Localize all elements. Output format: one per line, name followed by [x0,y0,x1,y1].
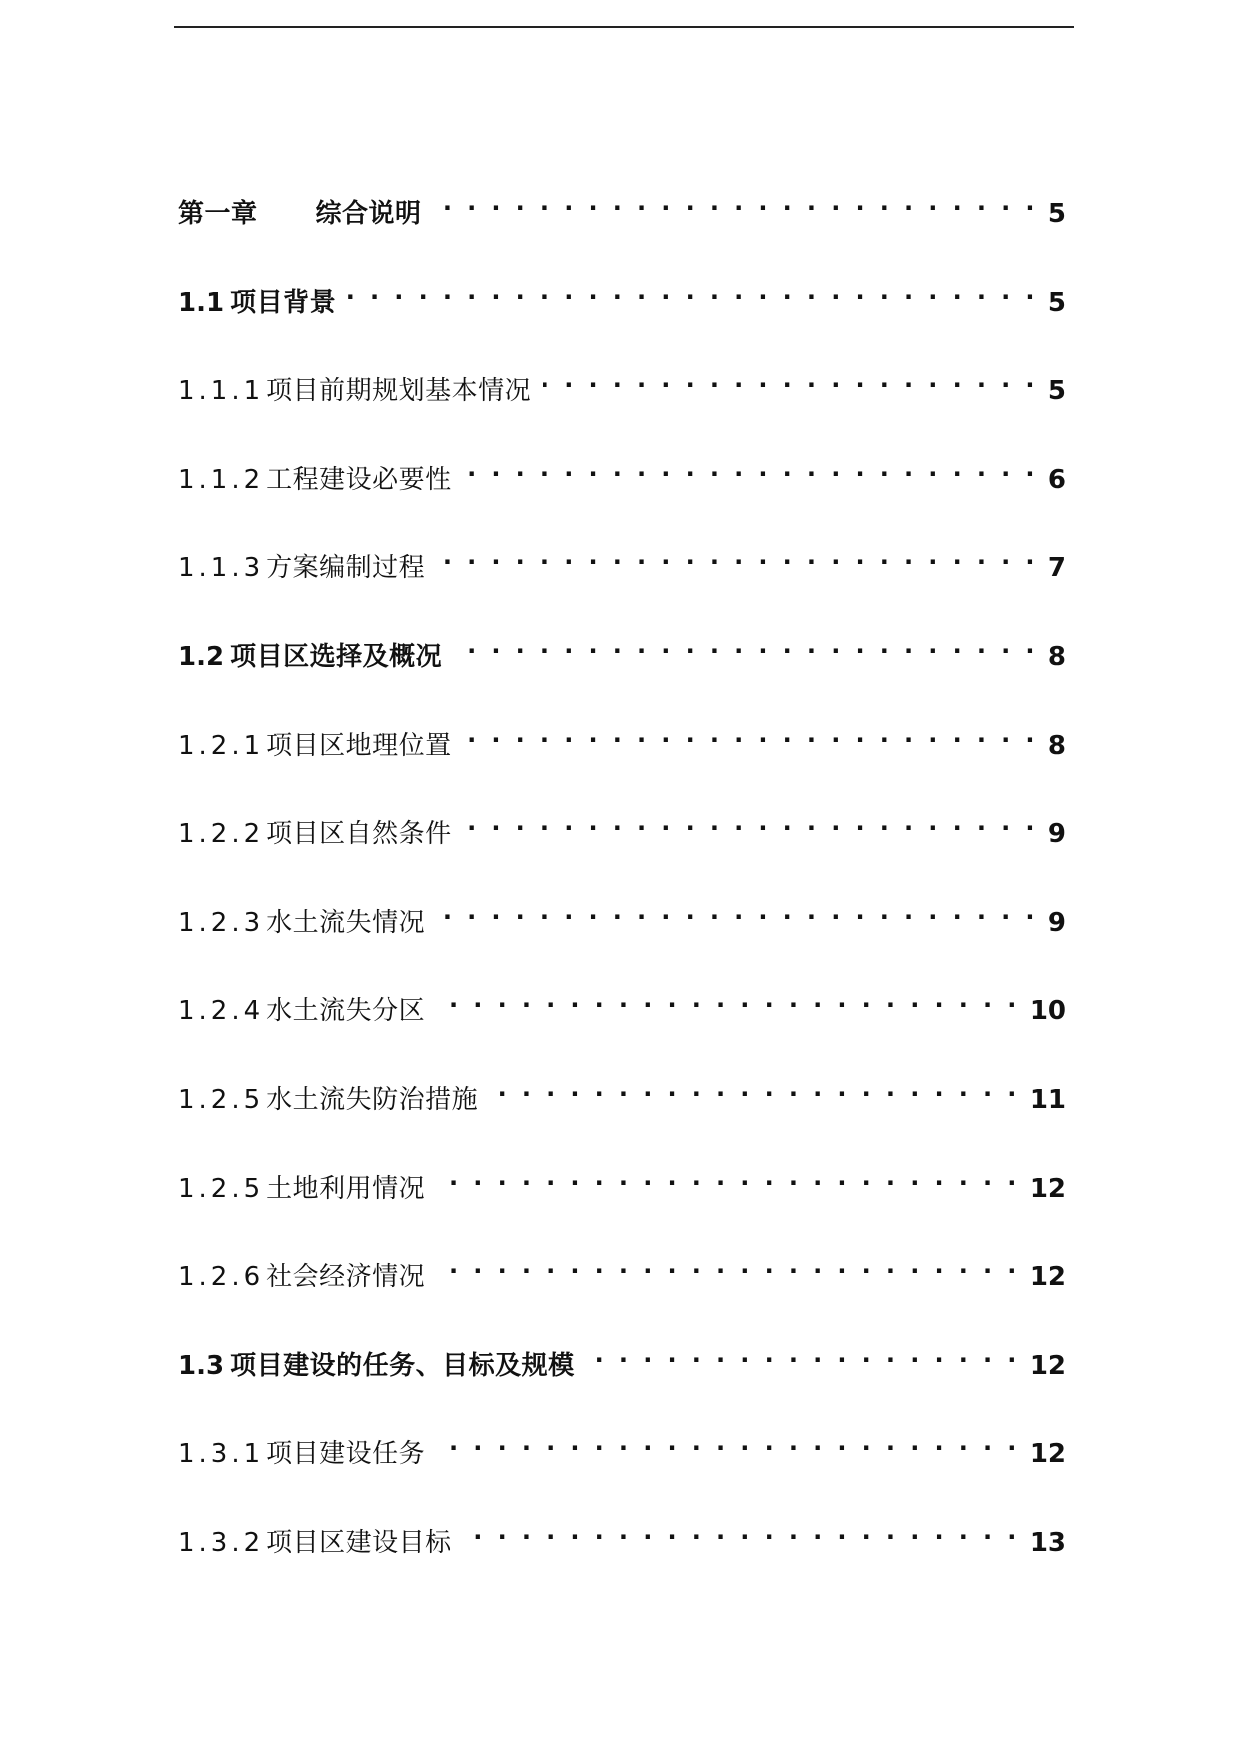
toc-dot-leader [587,1334,1020,1374]
toc-entry-1-3-2[interactable] [178,1511,1066,1600]
toc-entry-1-1-3[interactable] [178,536,1066,625]
toc-entry-page: 8 [1047,730,1066,761]
toc-entry-1-1[interactable] [178,271,1066,360]
toc-entry-number: 1.2.3 [178,907,265,938]
toc-dot-leader [464,1511,1020,1551]
toc-entry-number: 1.2.6 [178,1262,265,1293]
toc-entry-label [178,371,531,411]
toc-entry-number: 1.1.3 [178,553,265,584]
toc-entry-number: 1.2.1 [178,730,265,761]
toc-entry-page: 10 [1029,996,1066,1027]
toc-entry-1-2-5a[interactable] [178,1068,1066,1157]
toc-dot-leader [543,359,1038,399]
toc-dot-leader [490,1068,1020,1108]
toc-entry-page: 11 [1029,1084,1066,1115]
toc-entry-page: 13 [1029,1527,1066,1558]
toc-entry-number: 1.2.5 [178,1084,265,1115]
toc-entry-number: 1.1.2 [178,464,265,495]
toc-entry-title: 项目区自然条件 [266,819,452,850]
toc-entry-1-2-1[interactable] [178,714,1066,803]
toc-entry-label [178,194,422,234]
toc-entry-label [178,726,452,766]
toc-entry-title: 水土流失分区 [266,996,426,1027]
toc-entry-page: 6 [1047,464,1066,495]
toc-dot-leader [454,625,1038,665]
toc-entry-number: 1.1.1 [178,376,265,407]
toc-entry-1-1-1[interactable] [178,359,1066,448]
toc-entry-title: 项目区地理位置 [266,730,452,761]
toc-dot-leader [437,891,1038,931]
table-of-contents [178,182,1066,1600]
toc-entry-label [178,814,452,854]
toc-entry-page: 7 [1047,553,1066,584]
toc-entry-title: 土地利用情况 [266,1173,426,1204]
toc-entry-title: 方案编制过程 [266,553,426,584]
toc-dot-leader [437,1157,1020,1197]
toc-entry-page: 12 [1029,1262,1066,1293]
toc-dot-leader [434,182,1038,222]
toc-entry-title: 社会经济情况 [266,1262,426,1293]
toc-dot-leader [437,979,1020,1019]
toc-entry-1-1-2[interactable] [178,448,1066,537]
toc-entry-page: 5 [1047,199,1066,229]
toc-dot-leader [464,448,1038,488]
toc-entry-label [178,991,425,1031]
toc-entry-1-3[interactable] [178,1334,1066,1423]
toc-entry-1-2[interactable] [178,625,1066,714]
toc-entry-label [178,637,442,677]
toc-entry-title: 综合说明 [315,199,422,229]
toc-entry-page: 5 [1047,376,1066,407]
toc-entry-number: 1.3.2 [178,1527,265,1558]
toc-dot-leader [437,1422,1020,1462]
toc-entry-label [178,1346,575,1386]
toc-entry-label [178,1080,478,1120]
toc-entry-page: 9 [1047,907,1066,938]
toc-entry-1-2-3[interactable] [178,891,1066,980]
toc-dot-leader [464,802,1038,842]
toc-entry-number: 1.2.2 [178,819,265,850]
toc-entry-page: 12 [1029,1173,1066,1204]
toc-entry-title: 项目区选择及概况 [230,641,443,672]
toc-entry-label [178,1169,425,1209]
toc-entry-number: 1.2.5 [178,1173,265,1204]
toc-entry-page: 8 [1047,641,1066,672]
toc-entry-page: 5 [1047,287,1066,318]
toc-dot-leader [464,714,1038,754]
toc-entry-label [178,460,452,500]
toc-entry-label [178,1434,425,1474]
toc-entry-chapter-1[interactable] [178,182,1066,271]
toc-entry-page: 12 [1029,1350,1066,1381]
toc-entry-number: 1.1 [178,287,225,318]
toc-entry-1-2-2[interactable] [178,802,1066,891]
toc-entry-title: 项目区建设目标 [266,1527,452,1558]
toc-dot-leader [348,271,1038,311]
toc-entry-1-2-6[interactable] [178,1245,1066,1334]
toc-entry-title: 水土流失防治措施 [266,1084,479,1115]
toc-entry-label [178,1257,425,1297]
toc-entry-number: 1.2.4 [178,996,265,1027]
toc-entry-title: 项目背景 [230,287,337,318]
toc-entry-page: 9 [1047,819,1066,850]
toc-entry-number: 1.3 [178,1350,225,1381]
toc-entry-1-3-1[interactable] [178,1422,1066,1511]
toc-entry-label [178,903,425,943]
toc-entry-title: 水土流失情况 [266,907,426,938]
toc-entry-label [178,1523,452,1563]
toc-entry-number: 1.3.1 [178,1439,265,1470]
toc-entry-title: 项目建设任务 [266,1439,426,1470]
toc-entry-label [178,548,425,588]
toc-entry-1-2-5b[interactable] [178,1157,1066,1246]
toc-dot-leader [437,1245,1020,1285]
toc-entry-title: 项目前期规划基本情况 [266,376,532,407]
toc-entry-number: 1.2 [178,641,225,672]
toc-entry-label [178,283,336,323]
toc-entry-1-2-4[interactable] [178,979,1066,1068]
toc-entry-page: 12 [1029,1439,1066,1470]
toc-entry-title: 工程建设必要性 [266,464,452,495]
header-rule [174,26,1074,28]
toc-dot-leader [437,536,1038,576]
toc-entry-number: 第一章 [178,199,258,229]
toc-entry-title: 项目建设的任务、目标及规模 [230,1350,575,1381]
